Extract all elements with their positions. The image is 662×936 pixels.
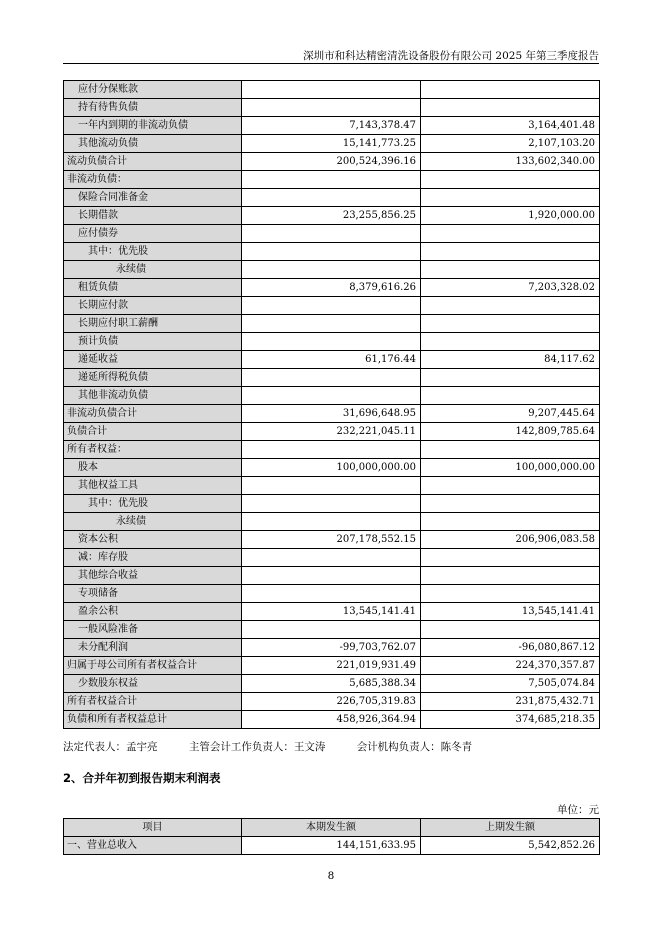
- table-row: [64, 369, 600, 387]
- row-label: 租赁负债: [64, 279, 242, 297]
- section-title: 2、合并年初到报告期末利润表: [63, 771, 221, 785]
- table-row: [64, 225, 600, 243]
- current-value: [242, 189, 421, 207]
- current-value: 200,524,396.16: [242, 153, 421, 171]
- table-row: [64, 207, 600, 225]
- table-row: [64, 387, 600, 405]
- current-value: [242, 441, 421, 459]
- table-row: [64, 531, 600, 549]
- table-row: [64, 81, 600, 99]
- header-current-period: 本期发生额: [242, 819, 421, 837]
- prior-value: [421, 99, 600, 117]
- row-label: 负债合计: [64, 423, 242, 441]
- table-row: [64, 315, 600, 333]
- table-row: [64, 441, 600, 459]
- row-label: 应付分保账款: [64, 81, 242, 99]
- row-label: 其中：优先股: [64, 243, 242, 261]
- current-value: 5,685,388.34: [242, 675, 421, 693]
- current-value: [242, 621, 421, 639]
- prior-value: [421, 333, 600, 351]
- row-label: 长期应付款: [64, 297, 242, 315]
- table-row: [64, 351, 600, 369]
- current-value: 226,705,319.83: [242, 693, 421, 711]
- row-label: 其他非流动负债: [64, 387, 242, 405]
- current-value: [242, 387, 421, 405]
- current-value: 8,379,616.26: [242, 279, 421, 297]
- row-label: 长期应付职工薪酬: [64, 315, 242, 333]
- prior-value: 3,164,401.48: [421, 117, 600, 135]
- current-value: [242, 225, 421, 243]
- prior-value: [421, 189, 600, 207]
- row-label: 永续债: [64, 261, 242, 279]
- row-label: 其他流动负债: [64, 135, 242, 153]
- row-label: 所有者权益合计: [64, 693, 242, 711]
- prior-value: [421, 315, 600, 333]
- prior-value: -96,080,867.12: [421, 639, 600, 657]
- row-label: 一、营业总收入: [64, 837, 242, 855]
- row-label: 预计负债: [64, 333, 242, 351]
- table-row: [64, 675, 600, 693]
- prior-value: [421, 477, 600, 495]
- prior-value: [421, 81, 600, 99]
- prior-value: [421, 495, 600, 513]
- current-value: [242, 585, 421, 603]
- current-value: [242, 495, 421, 513]
- signature-line: [63, 739, 500, 754]
- row-label: 一般风险准备: [64, 621, 242, 639]
- table-row: [64, 189, 600, 207]
- current-value: [242, 333, 421, 351]
- table-row: [64, 171, 600, 189]
- current-value: 13,545,141.41: [242, 603, 421, 621]
- row-label: 应付债券: [64, 225, 242, 243]
- table-row: [64, 495, 600, 513]
- table-row: [64, 711, 600, 729]
- current-value: 61,176.44: [242, 351, 421, 369]
- prior-value: [421, 369, 600, 387]
- prior-value: 13,545,141.41: [421, 603, 600, 621]
- current-value: [242, 315, 421, 333]
- current-value: [242, 513, 421, 531]
- prior-value: 100,000,000.00: [421, 459, 600, 477]
- accounting-head: 主管会计工作负责人：王文涛: [188, 741, 326, 753]
- row-label: 归属于母公司所有者权益合计: [64, 657, 242, 675]
- prior-value: 1,920,000.00: [421, 207, 600, 225]
- row-label: 非流动负债：: [64, 171, 242, 189]
- table-row: [64, 621, 600, 639]
- row-label: 长期借款: [64, 207, 242, 225]
- table-row: [64, 405, 600, 423]
- current-value: [242, 567, 421, 585]
- row-label: 专项储备: [64, 585, 242, 603]
- prior-value: [421, 441, 600, 459]
- prior-value: 2,107,103.20: [421, 135, 600, 153]
- table-header-row: [64, 819, 600, 837]
- unit-label: 单位：元: [557, 804, 599, 816]
- row-label: 递延所得税负债: [64, 369, 242, 387]
- current-value: [242, 297, 421, 315]
- current-value: [242, 477, 421, 495]
- prior-value: [421, 261, 600, 279]
- table-row: [64, 153, 600, 171]
- current-value: 100,000,000.00: [242, 459, 421, 477]
- current-value: 7,143,378.47: [242, 117, 421, 135]
- table-row: [64, 297, 600, 315]
- row-label: 少数股东权益: [64, 675, 242, 693]
- prior-value: 142,809,785.64: [421, 423, 600, 441]
- row-label: 一年内到期的非流动负债: [64, 117, 242, 135]
- table-row: [64, 135, 600, 153]
- current-value: 458,926,364.94: [242, 711, 421, 729]
- table-row: [64, 585, 600, 603]
- prior-value: 7,505,074.84: [421, 675, 600, 693]
- row-label: 保险合同准备金: [64, 189, 242, 207]
- current-value: [242, 369, 421, 387]
- table-row: [64, 261, 600, 279]
- prior-value: [421, 513, 600, 531]
- current-value: 207,178,552.15: [242, 531, 421, 549]
- table-row: [64, 333, 600, 351]
- table-row: [64, 837, 600, 855]
- table-row: [64, 549, 600, 567]
- prior-value: [421, 585, 600, 603]
- table-row: [64, 279, 600, 297]
- row-label: 永续债: [64, 513, 242, 531]
- table-row: [64, 603, 600, 621]
- balance-sheet-table: [63, 80, 600, 729]
- row-label: 资本公积: [64, 531, 242, 549]
- prior-value: [421, 621, 600, 639]
- current-value: -99,703,762.07: [242, 639, 421, 657]
- prior-value: 7,203,328.02: [421, 279, 600, 297]
- header-prior-period: 上期发生额: [421, 819, 600, 837]
- prior-value: [421, 171, 600, 189]
- current-value: [242, 243, 421, 261]
- prior-value: 9,207,445.64: [421, 405, 600, 423]
- table-row: [64, 99, 600, 117]
- current-value: [242, 549, 421, 567]
- row-label: 股本: [64, 459, 242, 477]
- legal-representative: 法定代表人：孟宇亮: [63, 741, 158, 753]
- current-value: 23,255,856.25: [242, 207, 421, 225]
- current-value: 15,141,773.25: [242, 135, 421, 153]
- prior-value: [421, 243, 600, 261]
- row-label: 所有者权益：: [64, 441, 242, 459]
- row-label: 持有待售负债: [64, 99, 242, 117]
- prior-value: [421, 297, 600, 315]
- prior-value: 224,370,357.87: [421, 657, 600, 675]
- row-label: 盈余公积: [64, 603, 242, 621]
- row-label: 递延收益: [64, 351, 242, 369]
- prior-value: 5,542,852.26: [421, 837, 600, 855]
- current-value: [242, 261, 421, 279]
- prior-value: 231,875,432.71: [421, 693, 600, 711]
- current-value: 31,696,648.95: [242, 405, 421, 423]
- table-row: [64, 477, 600, 495]
- prior-value: 133,602,340.00: [421, 153, 600, 171]
- row-label: 非流动负债合计: [64, 405, 242, 423]
- row-label: 负债和所有者权益总计: [64, 711, 242, 729]
- prior-value: 374,685,218.35: [421, 711, 600, 729]
- prior-value: [421, 549, 600, 567]
- accounting-org-head: 会计机构负责人：陈冬青: [356, 741, 473, 753]
- row-label: 未分配利润: [64, 639, 242, 657]
- page-number: 8: [327, 870, 335, 882]
- row-label: 流动负债合计: [64, 153, 242, 171]
- prior-value: [421, 387, 600, 405]
- table-row: [64, 513, 600, 531]
- table-row: [64, 657, 600, 675]
- table-row: [64, 693, 600, 711]
- current-value: [242, 171, 421, 189]
- current-value: 144,151,633.95: [242, 837, 421, 855]
- header-item: 项目: [64, 819, 242, 837]
- prior-value: [421, 225, 600, 243]
- prior-value: 84,117.62: [421, 351, 600, 369]
- row-label: 其他权益工具: [64, 477, 242, 495]
- row-label: 其中：优先股: [64, 495, 242, 513]
- table-row: [64, 243, 600, 261]
- prior-value: 206,906,083.58: [421, 531, 600, 549]
- table-row: [64, 639, 600, 657]
- table-row: [64, 459, 600, 477]
- row-label: 减：库存股: [64, 549, 242, 567]
- current-value: [242, 99, 421, 117]
- table-row: [64, 567, 600, 585]
- current-value: [242, 81, 421, 99]
- report-header: 深圳市和科达精密清洗设备股份有限公司 2025 年第三季度报告: [303, 50, 599, 62]
- table-row: [64, 423, 600, 441]
- table-row: [64, 117, 600, 135]
- current-value: 232,221,045.11: [242, 423, 421, 441]
- row-label: 其他综合收益: [64, 567, 242, 585]
- prior-value: [421, 567, 600, 585]
- current-value: 221,019,931.49: [242, 657, 421, 675]
- header-rule: [63, 63, 599, 64]
- income-statement-table: [63, 818, 600, 855]
